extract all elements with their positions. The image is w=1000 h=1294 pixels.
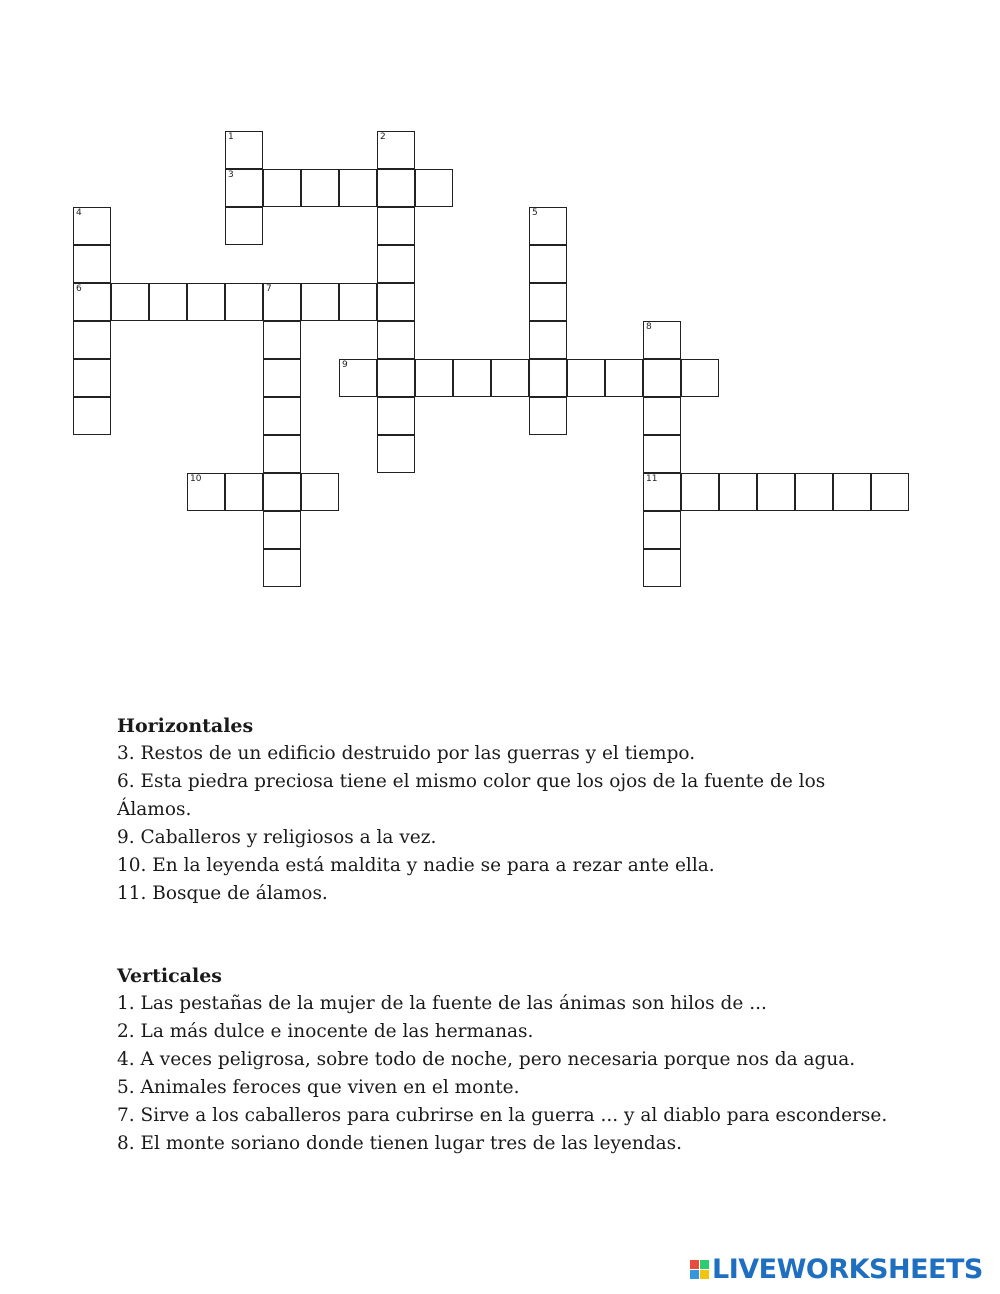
crossword-cell[interactable] <box>377 245 415 283</box>
crossword-cell[interactable] <box>415 359 453 397</box>
crossword-cell[interactable] <box>339 169 377 207</box>
crossword-cell[interactable] <box>187 283 225 321</box>
crossword-cell[interactable] <box>263 511 301 549</box>
logo-square <box>690 1260 699 1269</box>
crossword-cell[interactable] <box>73 359 111 397</box>
crossword-cell[interactable] <box>225 283 263 321</box>
crossword-cell[interactable] <box>643 473 681 511</box>
crossword-cell[interactable] <box>225 131 263 169</box>
logo-mark-icon <box>690 1260 709 1279</box>
crossword-cell[interactable] <box>225 207 263 245</box>
crossword-cell[interactable] <box>529 283 567 321</box>
clue-number: 7 <box>266 284 272 294</box>
crossword-cell[interactable] <box>301 169 339 207</box>
clue-text: 11. Bosque de álamos. <box>117 883 328 904</box>
clue-text: 3. Restos de un edificio destruido por las guerras y el tiempo. <box>117 743 696 764</box>
crossword-cell[interactable] <box>681 473 719 511</box>
crossword-cell[interactable] <box>643 359 681 397</box>
crossword-cell[interactable] <box>301 473 339 511</box>
logo-square <box>690 1270 699 1279</box>
crossword-cell[interactable] <box>263 397 301 435</box>
crossword-cell[interactable] <box>263 321 301 359</box>
crossword-cell[interactable] <box>757 473 795 511</box>
crossword-cell[interactable] <box>643 511 681 549</box>
clue-number: 4 <box>76 208 82 218</box>
crossword-cell[interactable] <box>377 169 415 207</box>
liveworksheets-logo <box>690 1254 983 1284</box>
logo-square <box>700 1260 709 1269</box>
crossword-cell[interactable] <box>73 245 111 283</box>
clue-number: 5 <box>532 208 538 218</box>
logo-text: LIVEWORKSHEETS <box>712 1253 983 1285</box>
crossword-cell[interactable] <box>643 321 681 359</box>
clue-text: 9. Caballeros y religiosos a la vez. <box>117 827 437 848</box>
clue-number: 3 <box>228 170 234 180</box>
crossword-cell[interactable] <box>377 283 415 321</box>
crossword-cell[interactable] <box>719 473 757 511</box>
crossword-cell[interactable] <box>263 169 301 207</box>
crossword-cell[interactable] <box>187 473 225 511</box>
crossword-cell[interactable] <box>377 207 415 245</box>
crossword-cell[interactable] <box>225 473 263 511</box>
clue-number: 1 <box>228 132 234 142</box>
vertical-clues <box>117 962 897 1158</box>
crossword-cell[interactable] <box>377 321 415 359</box>
crossword-cell[interactable] <box>643 549 681 587</box>
crossword-cell[interactable] <box>111 283 149 321</box>
crossword-cell[interactable] <box>529 359 567 397</box>
clue-number: 10 <box>190 474 202 484</box>
crossword-cell[interactable] <box>377 435 415 473</box>
crossword-cell[interactable] <box>263 435 301 473</box>
crossword-cell[interactable] <box>149 283 187 321</box>
clue-number: 11 <box>646 474 658 484</box>
clue-number: 9 <box>342 360 348 370</box>
crossword-cell[interactable] <box>339 283 377 321</box>
crossword-cell[interactable] <box>643 435 681 473</box>
crossword-cell[interactable] <box>567 359 605 397</box>
crossword-cell[interactable] <box>73 207 111 245</box>
horizontal-clues <box>117 712 897 908</box>
crossword-cell[interactable] <box>833 473 871 511</box>
crossword-cell[interactable] <box>263 283 301 321</box>
crossword-cell[interactable] <box>605 359 643 397</box>
clue-text: 2. La más dulce e inocente de las hermanas. <box>117 1021 534 1042</box>
crossword-cell[interactable] <box>377 397 415 435</box>
clue-text: 5. Animales feroces que viven en el monte. <box>117 1077 520 1098</box>
horizontal-heading: Horizontales <box>117 715 254 737</box>
clue-number: 2 <box>380 132 386 142</box>
clue-number: 8 <box>646 322 652 332</box>
crossword-cell[interactable] <box>643 397 681 435</box>
crossword-cell[interactable] <box>415 169 453 207</box>
clue-text: 4. A veces peligrosa, sobre todo de noche, pero necesaria porque nos da agua. <box>117 1049 856 1070</box>
crossword-cell[interactable] <box>225 169 263 207</box>
clue-text: 6. Esta piedra preciosa tiene el mismo color que los ojos de la fuente de los Álamos. <box>117 771 826 820</box>
clue-text: 10. En la leyenda está maldita y nadie se para a rezar ante ella. <box>117 855 715 876</box>
crossword-cell[interactable] <box>301 283 339 321</box>
clue-text: 8. El monte soriano donde tienen lugar tres de las leyendas. <box>117 1133 683 1154</box>
crossword-cell[interactable] <box>453 359 491 397</box>
clue-text: 1. Las pestañas de la mujer de la fuente de las ánimas son hilos de ... <box>117 993 767 1014</box>
crossword-cell[interactable] <box>263 549 301 587</box>
crossword-cell[interactable] <box>529 321 567 359</box>
crossword-cell[interactable] <box>263 359 301 397</box>
crossword-cell[interactable] <box>681 359 719 397</box>
crossword-cell[interactable] <box>73 283 111 321</box>
crossword-grid <box>0 0 1000 620</box>
crossword-cell[interactable] <box>73 397 111 435</box>
crossword-cell[interactable] <box>491 359 529 397</box>
clue-number: 6 <box>76 284 82 294</box>
crossword-cell[interactable] <box>871 473 909 511</box>
crossword-cell[interactable] <box>263 473 301 511</box>
clue-text: 7. Sirve a los caballeros para cubrirse en la guerra ... y al diablo para esconderse. <box>117 1105 888 1126</box>
crossword-cell[interactable] <box>377 359 415 397</box>
crossword-cell[interactable] <box>529 397 567 435</box>
crossword-cell[interactable] <box>339 359 377 397</box>
vertical-heading: Verticales <box>117 965 222 987</box>
crossword-cell[interactable] <box>795 473 833 511</box>
crossword-cell[interactable] <box>529 207 567 245</box>
crossword-cell[interactable] <box>377 131 415 169</box>
crossword-cell[interactable] <box>529 245 567 283</box>
logo-square <box>700 1270 709 1279</box>
crossword-cell[interactable] <box>73 321 111 359</box>
